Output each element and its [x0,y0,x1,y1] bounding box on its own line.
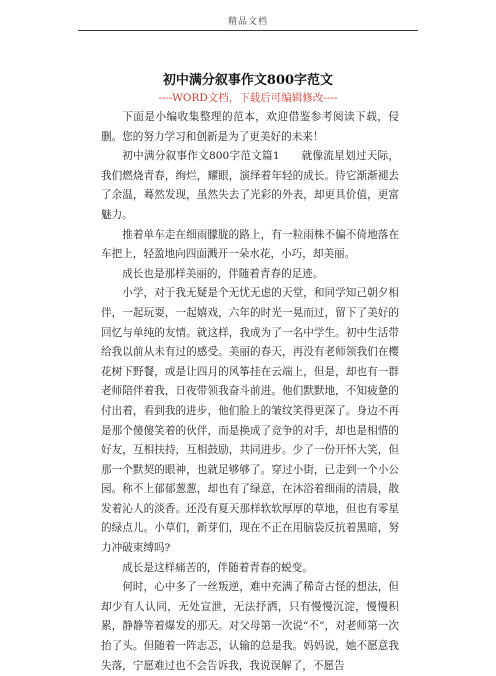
document-body [101,108,399,676]
paragraph: 推着单车走在细雨朦胧的路上，有一粒雨株不偏不倚地落在车把上，轻盈地向四面溅开一朵水花，小巧，却美丽。 [101,228,399,261]
paragraph: 下面是小编收集整理的范本，欢迎借鉴参考阅读下载，侵删。您的努力学习和创新是为了更美好的未来！ [101,111,399,143]
document-title: 初中满分叙事作文800字范文 [162,73,334,88]
paragraph: 初中满分叙事作文800字范文篇1 就像流星划过天际，我们燃烧青春，绚烂，耀眼，演绎着年轻的成长。待它渐渐褪去了余温，蓦然发现，虽然失去了光彩的外表，却更具价值，更富魅力。 [101,150,399,221]
paragraph: 成长是这样痛苦的，伴随着青春的蜕变。 [122,561,313,574]
header-divider [78,30,418,31]
paragraph: 何时，心中多了一丝叛逆，难中充满了稀奇古怪的想法，但却少有人认同，无处宣泄，无法抒洒，只有慢慢沉淀，慢慢积累，静静等着爆发的那天。对父母第一次说“不”，对老师第一次抬了头。但随着一阵志忑，认输的总是我。妈妈说，她不愿意我失落，宁愿难过也不会告诉我，我说误解了，不愿告 [101,581,399,672]
word-doc-banner: ----WORD文档，下载后可编辑修改---- [158,92,338,104]
page-header: 精品文档 [227,17,268,27]
paragraph: 小学，对于我无疑是个无忧无虑的天堂，和同学知己朝夕相伴，一起玩耍，一起嬉戏，六年的时光一晃而过，留下了美好的回忆与单纯的友情。就这样，我成为了一名中学生。初中生活带给我以前从未有过的感受。美丽的春天，再没有老师领我们在樱花树下野餐，或是让四月的风筝挂在云端上，但是，却也有一群老师陪伴着我，日夜带领我奋斗前进。他们默默地，不知疲惫的付出着，看到我的进步，他们脸上的皱纹笑得更深了。身边不再是那个傻傻笑着的伙伴，而是换成了竞争的对手，却也是相惜的好友，互相扶持，互相鼓励，共同进步。少了一份开怀大笑，但那一个默契的眼神，也就足够够了。穿过小街，已走到一个小公园。称不上郁郁葱葱，却也有了绿意，在沐浴着细雨的清晨，散发着沁人的淡香。还没有夏天那样软软厚厚的草地，但也有零星的绿点儿。小草们，新芽们，现在不正在用脑袋反抗着黑暗，努力冲破束缚吗? [101,287,399,555]
paragraph: 成长也是那样美丽的，伴随着青春的足迹。 [122,267,324,280]
